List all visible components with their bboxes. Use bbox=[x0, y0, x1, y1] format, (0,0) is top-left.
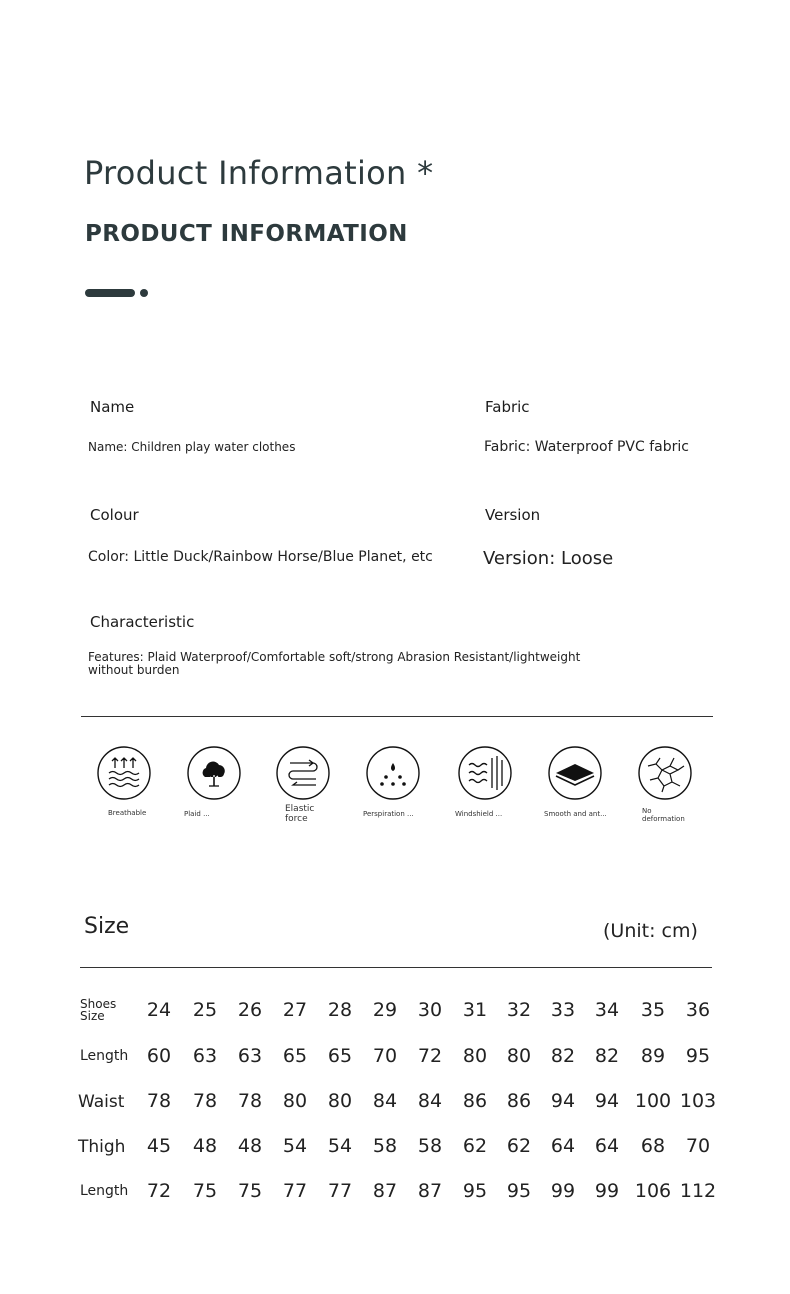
feature-label: Windshield ... bbox=[455, 810, 503, 818]
table-cell: 36 bbox=[685, 999, 711, 1021]
feature-label: No deformation bbox=[642, 807, 685, 823]
table-cell: 75 bbox=[192, 1180, 218, 1202]
table-cell: 48 bbox=[192, 1135, 218, 1157]
table-cell: 32 bbox=[506, 999, 532, 1021]
table-cell: 78 bbox=[237, 1090, 263, 1112]
table-cell: 64 bbox=[594, 1135, 620, 1157]
row-label: Thigh bbox=[78, 1137, 126, 1157]
table-cell: 65 bbox=[282, 1045, 308, 1067]
table-cell: 63 bbox=[237, 1045, 263, 1067]
table-cell: 95 bbox=[462, 1180, 488, 1202]
table-cell: 54 bbox=[327, 1135, 353, 1157]
table-cell: 75 bbox=[237, 1180, 263, 1202]
table-cell: 33 bbox=[550, 999, 576, 1021]
wind-icon bbox=[458, 746, 512, 800]
characteristic-value: Features: Plaid Waterproof/Comfortable soft/strong Abrasion Resistant/lightweight without burden bbox=[88, 650, 581, 677]
decorative-dot bbox=[140, 289, 148, 297]
characteristic-label: Characteristic bbox=[90, 613, 195, 631]
cracks-icon bbox=[638, 746, 692, 800]
table-cell: 94 bbox=[550, 1090, 576, 1112]
table-cell: 80 bbox=[506, 1045, 532, 1067]
section-divider bbox=[81, 716, 713, 717]
table-cell: 72 bbox=[417, 1045, 443, 1067]
tree-icon bbox=[187, 746, 241, 800]
breathable-icon bbox=[97, 746, 151, 800]
table-cell: 82 bbox=[594, 1045, 620, 1067]
table-cell: 65 bbox=[327, 1045, 353, 1067]
table-cell: 70 bbox=[685, 1135, 711, 1157]
table-cell: 34 bbox=[594, 999, 620, 1021]
table-cell: 80 bbox=[327, 1090, 353, 1112]
table-cell: 80 bbox=[282, 1090, 308, 1112]
table-cell: 28 bbox=[327, 999, 353, 1021]
table-cell: 48 bbox=[237, 1135, 263, 1157]
feature-label: Breathable bbox=[108, 809, 147, 817]
table-cell: 64 bbox=[550, 1135, 576, 1157]
version-label: Version bbox=[485, 506, 541, 524]
fabric-value: Fabric: Waterproof PVC fabric bbox=[484, 439, 689, 455]
table-cell: 94 bbox=[594, 1090, 620, 1112]
table-cell: 24 bbox=[146, 999, 172, 1021]
table-cell: 29 bbox=[372, 999, 398, 1021]
table-cell: 27 bbox=[282, 999, 308, 1021]
table-cell: 58 bbox=[417, 1135, 443, 1157]
table-cell: 87 bbox=[417, 1180, 443, 1202]
table-cell: 68 bbox=[640, 1135, 666, 1157]
size-title: Size bbox=[84, 914, 130, 939]
version-value: Version: Loose bbox=[483, 548, 614, 569]
table-cell: 77 bbox=[327, 1180, 353, 1202]
table-cell: 82 bbox=[550, 1045, 576, 1067]
table-cell: 35 bbox=[640, 999, 666, 1021]
row-label: Waist bbox=[78, 1092, 125, 1112]
feature-label: Smooth and ant... bbox=[544, 810, 607, 818]
table-cell: 95 bbox=[685, 1045, 711, 1067]
table-cell: 31 bbox=[462, 999, 488, 1021]
feature-label: Elastic force bbox=[285, 804, 315, 824]
table-cell: 106 bbox=[634, 1180, 672, 1202]
name-value: Name: Children play water clothes bbox=[88, 440, 296, 454]
name-label: Name bbox=[90, 398, 135, 416]
table-cell: 84 bbox=[372, 1090, 398, 1112]
fabric-label: Fabric bbox=[485, 398, 530, 416]
decorative-bar bbox=[85, 289, 135, 297]
elastic-icon bbox=[276, 746, 330, 800]
table-cell: 80 bbox=[462, 1045, 488, 1067]
droplets-icon bbox=[366, 746, 420, 800]
table-cell: 87 bbox=[372, 1180, 398, 1202]
table-cell: 86 bbox=[462, 1090, 488, 1112]
table-cell: 62 bbox=[462, 1135, 488, 1157]
table-cell: 30 bbox=[417, 999, 443, 1021]
row-label: Length bbox=[80, 1048, 129, 1064]
table-cell: 72 bbox=[146, 1180, 172, 1202]
table-divider bbox=[80, 967, 712, 968]
table-cell: 78 bbox=[146, 1090, 172, 1112]
colour-label: Colour bbox=[90, 506, 139, 524]
table-cell: 78 bbox=[192, 1090, 218, 1112]
table-cell: 77 bbox=[282, 1180, 308, 1202]
table-cell: 62 bbox=[506, 1135, 532, 1157]
page-title: Product Information * bbox=[84, 154, 434, 192]
table-cell: 84 bbox=[417, 1090, 443, 1112]
layers-icon bbox=[548, 746, 602, 800]
colour-value: Color: Little Duck/Rainbow Horse/Blue Planet, etc bbox=[88, 549, 433, 565]
table-cell: 103 bbox=[679, 1090, 717, 1112]
feature-label: Plaid ... bbox=[184, 810, 210, 818]
table-cell: 95 bbox=[506, 1180, 532, 1202]
row-label: Length bbox=[80, 1183, 129, 1199]
table-cell: 45 bbox=[146, 1135, 172, 1157]
table-cell: 70 bbox=[372, 1045, 398, 1067]
table-cell: 26 bbox=[237, 999, 263, 1021]
table-cell: 99 bbox=[594, 1180, 620, 1202]
table-cell: 60 bbox=[146, 1045, 172, 1067]
page-subtitle: PRODUCT INFORMATION bbox=[85, 221, 408, 247]
row-label: Shoes Size bbox=[80, 997, 117, 1023]
table-cell: 25 bbox=[192, 999, 218, 1021]
table-cell: 54 bbox=[282, 1135, 308, 1157]
table-cell: 86 bbox=[506, 1090, 532, 1112]
table-cell: 99 bbox=[550, 1180, 576, 1202]
table-cell: 63 bbox=[192, 1045, 218, 1067]
table-cell: 58 bbox=[372, 1135, 398, 1157]
unit-label: (Unit: cm) bbox=[603, 920, 698, 942]
table-cell: 100 bbox=[634, 1090, 672, 1112]
feature-label: Perspiration ... bbox=[363, 810, 414, 818]
table-cell: 89 bbox=[640, 1045, 666, 1067]
table-cell: 112 bbox=[679, 1180, 717, 1202]
